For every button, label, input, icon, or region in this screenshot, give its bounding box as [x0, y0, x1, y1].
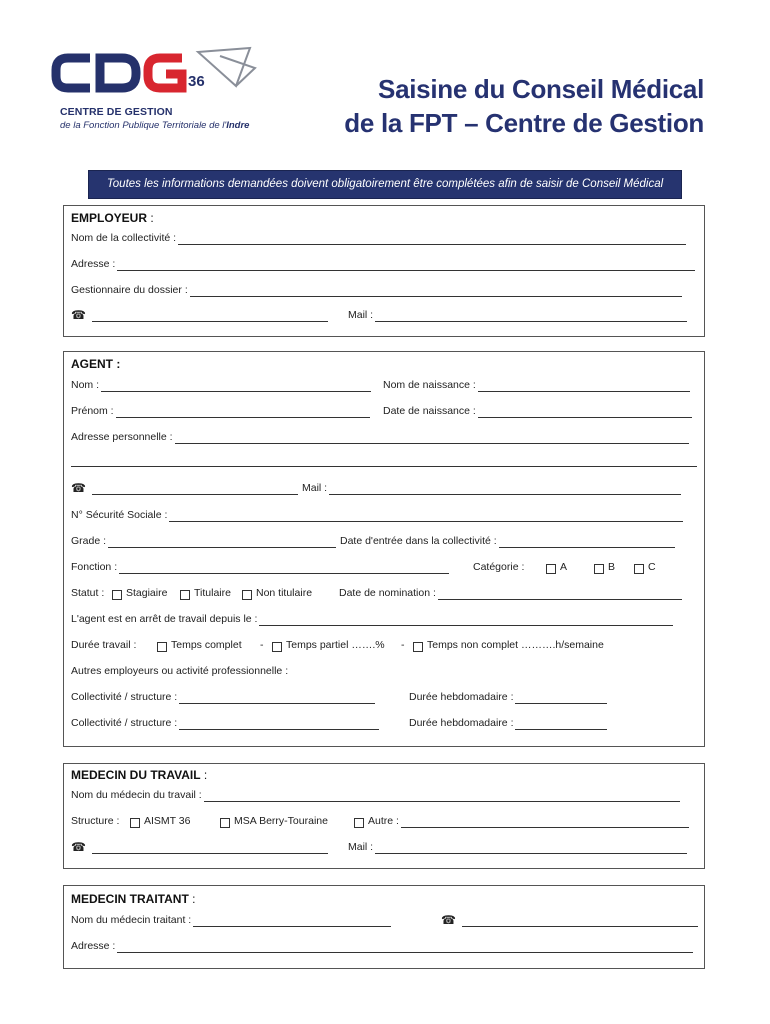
svg-text:36: 36 [188, 73, 205, 90]
statut-group: Statut : [71, 587, 105, 599]
autre-field[interactable]: Autre : [352, 814, 689, 828]
mail-field[interactable]: Mail : [302, 481, 681, 495]
mail-field[interactable]: Mail : [348, 308, 687, 322]
phone-icon: ☎ [71, 481, 86, 495]
phone-field[interactable] [71, 481, 298, 495]
separator: - [260, 639, 264, 651]
duree-hebdo-field-1[interactable]: Durée hebdomadaire : [409, 690, 607, 704]
employeur-section [63, 205, 705, 337]
aismt-checkbox[interactable]: AISMT 36 [128, 814, 191, 828]
adresse-medecin-traitant-field[interactable]: Adresse : [71, 939, 693, 953]
collectivite-field[interactable]: Nom de la collectivité : [71, 231, 686, 245]
nom-medecin-traitant-field[interactable]: Nom du médecin traitant : [71, 913, 391, 927]
adresse-perso-field[interactable]: Adresse personnelle : [71, 430, 689, 444]
section-title: AGENT : [71, 357, 121, 371]
secu-field[interactable]: N° Sécurité Sociale : [71, 508, 683, 522]
collectivite-structure-field-2[interactable]: Collectivité / structure : [71, 716, 379, 730]
nom-medecin-travail-field[interactable]: Nom du médecin du travail : [71, 788, 680, 802]
categorie-c-checkbox[interactable]: C [632, 560, 656, 574]
info-banner: Toutes les informations demandées doivent obligatoirement être complétées afin de saisir de Conseil Médical [88, 170, 682, 199]
collectivite-structure-field-1[interactable]: Collectivité / structure : [71, 690, 375, 704]
fonction-field[interactable]: Fonction : [71, 560, 449, 574]
non-titulaire-checkbox[interactable]: Non titulaire [240, 586, 312, 600]
phone-icon: ☎ [71, 308, 86, 322]
phone-icon: ☎ [441, 913, 456, 927]
grade-field[interactable]: Grade : [71, 534, 336, 548]
separator: - [401, 639, 405, 651]
autres-employeurs-label: Autres employeurs ou activité professionnelle : [71, 665, 289, 677]
duree-travail-label: Durée travail : [71, 639, 137, 651]
date-entree-field[interactable]: Date d'entrée dans la collectivité : [340, 534, 675, 548]
msa-checkbox[interactable]: MSA Berry-Touraine [218, 814, 328, 828]
duree-hebdo-field-2[interactable]: Durée hebdomadaire : [409, 716, 607, 730]
phone-icon: ☎ [71, 840, 86, 854]
temps-complet-checkbox[interactable]: Temps complet [155, 638, 242, 652]
page-title [344, 72, 704, 140]
agent-section [63, 351, 705, 747]
categorie-b-checkbox[interactable]: B [592, 560, 615, 574]
cdg36-logo [50, 46, 300, 138]
arret-field[interactable]: L'agent est en arrêt de travail depuis le : [71, 612, 673, 626]
categorie-a-checkbox[interactable]: A [544, 560, 567, 574]
title-line-2: de la FPT – Centre de Gestion [344, 108, 704, 138]
section-title: MEDECIN DU TRAVAIL : [71, 768, 208, 782]
adresse-field[interactable]: Adresse : [71, 257, 695, 271]
logo-tagline: de la Fonction Publique Territoriale de l'Indre [60, 120, 250, 131]
phone-field[interactable] [441, 913, 698, 927]
section-title: MEDECIN TRAITANT : [71, 892, 196, 906]
medecin-travail-section [63, 763, 705, 869]
date-naissance-field[interactable]: Date de naissance : [383, 404, 692, 418]
nom-naissance-field[interactable]: Nom de naissance : [383, 378, 690, 392]
structure-label: Structure : [71, 815, 120, 827]
temps-partiel-checkbox[interactable]: Temps partiel …….% [270, 638, 385, 652]
stagiaire-checkbox[interactable]: Stagiaire [110, 586, 167, 600]
categorie-group: Catégorie : [473, 561, 525, 573]
nom-field[interactable]: Nom : [71, 378, 371, 392]
phone-field[interactable] [71, 308, 328, 322]
gestionnaire-field[interactable]: Gestionnaire du dossier : [71, 283, 682, 297]
date-nomination-field[interactable]: Date de nomination : [339, 586, 682, 600]
medecin-traitant-section [63, 885, 705, 969]
mail-field[interactable]: Mail : [348, 840, 687, 854]
phone-field[interactable] [71, 840, 328, 854]
titulaire-checkbox[interactable]: Titulaire [178, 586, 231, 600]
logo-subtitle: CENTRE DE GESTION [60, 106, 173, 118]
section-title: EMPLOYEUR : [71, 211, 154, 225]
cdg-logo-mark [50, 46, 300, 108]
prenom-field[interactable]: Prénom : [71, 404, 370, 418]
temps-non-complet-checkbox[interactable]: Temps non complet ……….h/semaine [411, 638, 604, 652]
title-line-1: Saisine du Conseil Médical [378, 74, 704, 104]
adresse-perso-line-2[interactable] [71, 456, 697, 467]
